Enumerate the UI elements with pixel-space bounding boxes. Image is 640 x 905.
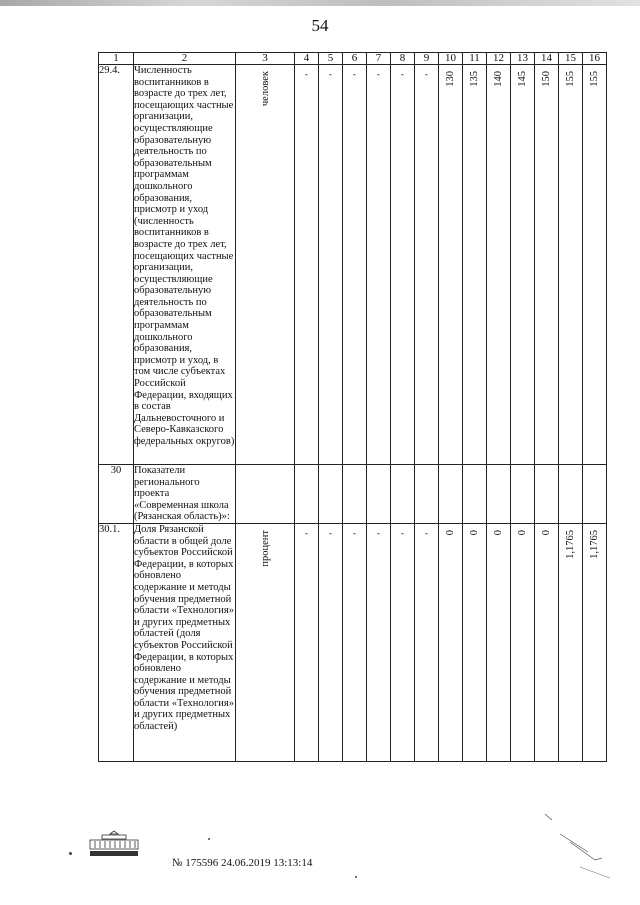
value-cell (367, 523, 391, 761)
value: - (305, 527, 308, 538)
government-building-logo (88, 830, 140, 860)
value-cell (487, 65, 511, 465)
value: 0 (517, 529, 528, 536)
value: 145 (517, 71, 528, 87)
value-cell (439, 465, 463, 524)
value-cell (367, 465, 391, 524)
value-cell (319, 65, 343, 465)
column-number: 4 (295, 53, 319, 65)
value-cell (415, 523, 439, 761)
value-cell (391, 523, 415, 761)
value-cell (439, 523, 463, 761)
value-cell (487, 465, 511, 524)
value: - (329, 69, 332, 79)
value-cell (415, 65, 439, 465)
column-number: 5 (319, 53, 343, 65)
value-cell (463, 65, 487, 465)
value-cell (511, 465, 535, 524)
value-cell (391, 65, 415, 465)
value-cell (295, 65, 319, 465)
registration-stamp: № 175596 24.06.2019 13:13:14 (172, 857, 313, 869)
value: 155 (565, 71, 576, 87)
value-cell (583, 65, 607, 465)
row-number: 30 (99, 465, 134, 524)
indicators-table (98, 52, 607, 762)
value-cell (415, 465, 439, 524)
column-number: 8 (391, 53, 415, 65)
column-number: 12 (487, 53, 511, 65)
value-cell (463, 465, 487, 524)
value-cell (535, 523, 559, 761)
value: 150 (541, 71, 552, 87)
column-number: 11 (463, 53, 487, 65)
value-cell (367, 65, 391, 465)
table-row (99, 465, 607, 524)
column-number: 1 (99, 53, 134, 65)
value: - (425, 69, 428, 79)
value: 0 (541, 529, 552, 536)
value-cell (343, 465, 367, 524)
value-cell (295, 523, 319, 761)
value: 130 (445, 71, 456, 87)
indicator-name: Доля Рязанской области в общей доле субъектов Российской Федерации, в которых обновлено содержание и методы обучения предметной области «Технология» и других предметных областей (доля субъектов Российской Федерации, в которых обновлено содержание и методы обучения предметной области «Технология» и других предметных областей) (134, 523, 236, 761)
unit-cell (236, 523, 295, 761)
value: - (353, 69, 356, 79)
value-cell (511, 523, 535, 761)
value-cell (295, 465, 319, 524)
scan-dot (208, 838, 210, 840)
value: 140 (493, 71, 504, 87)
value-cell (535, 65, 559, 465)
unit-cell (236, 65, 295, 465)
column-number: 16 (583, 53, 607, 65)
value-cell (439, 65, 463, 465)
scan-dot (355, 876, 357, 878)
value-cell (535, 465, 559, 524)
column-number: 6 (343, 53, 367, 65)
column-number: 7 (367, 53, 391, 65)
value: 0 (493, 529, 504, 536)
value: - (377, 69, 380, 79)
unit-label: процент (259, 529, 271, 567)
value: - (377, 527, 380, 538)
value: 135 (469, 71, 480, 87)
value-cell (511, 65, 535, 465)
unit-cell (236, 465, 295, 524)
value: - (425, 527, 428, 538)
value: - (353, 527, 356, 538)
value-cell (583, 465, 607, 524)
value-cell (559, 465, 583, 524)
value: 155 (589, 71, 600, 87)
value-cell (343, 65, 367, 465)
value-cell (583, 523, 607, 761)
indicator-name: Численность воспитанников в возрасте до трех лет, посещающих частные организации, осуществляющие образовательную деятельность по образовательным программам дошкольного образования, присмотр и уход (численность воспитанников в возрасте до трех лет, посещающих частные организации, осуществляющие образовательную деятельность по образовательным программам дошкольного образования, присмотр и уход, в том числе субъектах Российской Федерации, входящих в состав Дальневосточного и Северо-Кавказского федеральных округов) (134, 65, 236, 465)
value-cell (487, 523, 511, 761)
column-number: 10 (439, 53, 463, 65)
value-cell (319, 523, 343, 761)
table-row (99, 523, 607, 761)
indicator-name: Показатели регионального проекта «Современная школа (Рязанская область)»: (134, 465, 236, 524)
column-number: 15 (559, 53, 583, 65)
column-number: 9 (415, 53, 439, 65)
column-number: 2 (134, 53, 236, 65)
value: - (401, 69, 404, 79)
value-cell (343, 523, 367, 761)
value-cell (391, 465, 415, 524)
column-number-row (99, 53, 607, 65)
column-number: 13 (511, 53, 535, 65)
scan-dot (69, 852, 72, 855)
value: - (401, 527, 404, 538)
value: 0 (469, 529, 480, 536)
value-cell (319, 465, 343, 524)
value-cell (463, 523, 487, 761)
column-number: 14 (535, 53, 559, 65)
value: - (305, 69, 308, 79)
row-number: 29.4. (99, 65, 134, 465)
table-row (99, 65, 607, 465)
page-number: 54 (311, 16, 329, 35)
scan-top-edge (0, 0, 640, 6)
unit-label: человек (259, 71, 271, 107)
column-number: 3 (236, 53, 295, 65)
value: - (329, 527, 332, 538)
value: 1,1765 (565, 529, 576, 559)
value: 1,1765 (589, 529, 600, 559)
row-number: 30.1. (99, 523, 134, 761)
value-cell (559, 65, 583, 465)
value-cell (559, 523, 583, 761)
value: 0 (445, 529, 456, 536)
pen-mark-scribble (540, 812, 620, 882)
